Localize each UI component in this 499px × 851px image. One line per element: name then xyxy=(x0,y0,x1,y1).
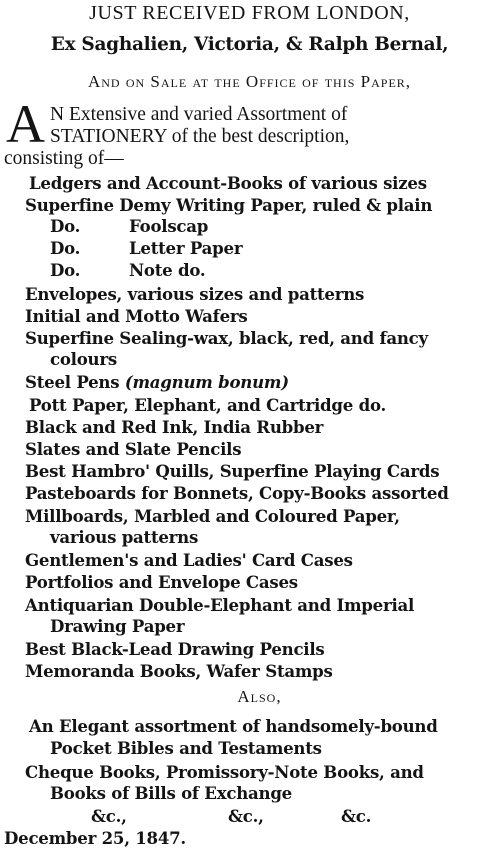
etcetera: &c., xyxy=(228,806,264,826)
ditto-mark: Do. xyxy=(50,216,81,236)
list-item-continued: Drawing Paper xyxy=(50,616,185,636)
also-heading: Also, xyxy=(237,687,282,706)
list-item: Envelopes, various sizes and patterns xyxy=(25,284,365,304)
ditto-mark: Do. xyxy=(50,238,81,258)
list-item: Foolscap xyxy=(129,216,209,236)
intro-line-1: N Extensive and varied Assortment of xyxy=(50,104,348,125)
intro-line-3: consisting of— xyxy=(4,148,124,169)
headline: JUST RECEIVED FROM LONDON, xyxy=(89,2,410,24)
list-item: Superfine Sealing-wax, black, red, and fancy xyxy=(25,328,428,348)
list-item: Pott Paper, Elephant, and Cartridge do. xyxy=(29,395,387,415)
list-item: Initial and Motto Wafers xyxy=(25,306,248,326)
list-item-continued: Pocket Bibles and Testaments xyxy=(50,738,322,758)
list-item: An Elegant assortment of handsomely-bound xyxy=(29,716,438,736)
list-item-text: Steel Pens xyxy=(25,372,125,392)
list-item: Cheque Books, Promissory-Note Books, and xyxy=(25,762,424,782)
list-item: Ledgers and Account-Books of various sizes xyxy=(29,173,427,193)
date-line: December 25, 1847. xyxy=(4,828,186,848)
list-item: Millboards, Marbled and Coloured Paper, xyxy=(25,506,400,526)
list-item: Best Hambro' Quills, Superfine Playing Cards xyxy=(25,461,440,481)
list-item: Pasteboards for Bonnets, Copy-Books assorted xyxy=(25,483,449,503)
list-item: Letter Paper xyxy=(129,238,243,258)
list-item xyxy=(25,371,289,393)
sale-notice: And on Sale at the Office of this Paper, xyxy=(87,72,412,91)
list-item: Memoranda Books, Wafer Stamps xyxy=(25,661,333,681)
list-item: Best Black-Lead Drawing Pencils xyxy=(25,639,325,659)
list-item: Antiquarian Double-Elephant and Imperial xyxy=(25,595,415,615)
list-item: Portfolios and Envelope Cases xyxy=(25,572,298,592)
list-item-continued: various patterns xyxy=(50,527,199,547)
list-item-italic: (magnum bonum) xyxy=(124,372,289,392)
drop-cap: A xyxy=(6,94,45,154)
list-item: Black and Red Ink, India Rubber xyxy=(25,417,324,437)
etcetera: &c., xyxy=(91,806,127,826)
list-item: Note do. xyxy=(129,260,206,280)
intro-line-2: STATIONERY of the best description, xyxy=(50,126,350,147)
list-item: Superfine Demy Writing Paper, ruled & plain xyxy=(25,195,433,215)
ship-names: Ex Saghalien, Victoria, & Ralph Bernal, xyxy=(50,34,449,55)
list-item: Gentlemen's and Ladies' Card Cases xyxy=(25,550,353,570)
list-item: Slates and Slate Pencils xyxy=(25,439,242,459)
list-item-continued: colours xyxy=(50,349,117,369)
list-item-continued: Books of Bills of Exchange xyxy=(50,783,292,803)
ditto-mark: Do. xyxy=(50,260,81,280)
etcetera: &c. xyxy=(341,806,372,826)
